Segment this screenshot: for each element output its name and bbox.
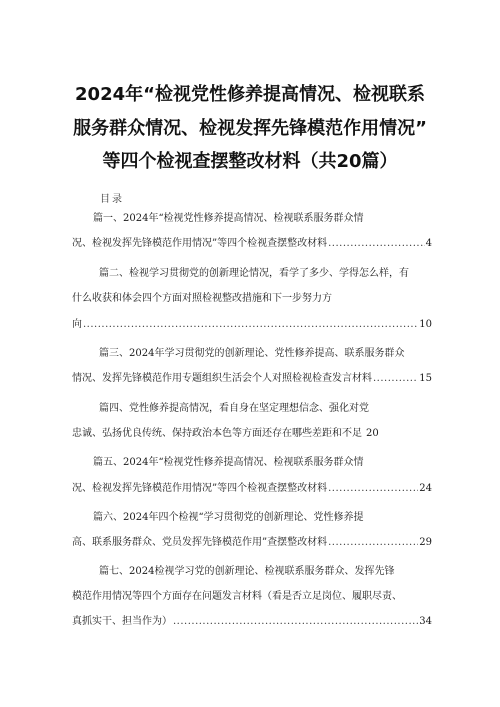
toc-leader-dots xyxy=(328,237,425,251)
toc-entry-3-text: 情况、发挥先锋模范作用专题组织生活会个人对照检视检查发言材料 xyxy=(72,373,372,384)
toc-entry-4-text: 忠诚、弘扬优良传统、保持政治本色等方面还存在哪些差距和不足 xyxy=(72,428,362,439)
toc-entry-7-text: 真抓实干、担当作为） xyxy=(72,616,172,627)
toc-leader-dots xyxy=(173,615,418,629)
document-title-line-2: 服务群众情况、检视发挥先锋模范作用情况” xyxy=(73,118,427,139)
toc-entry-2-line-1[interactable]: 篇二、检视学习贯彻党的创新理论情况，看学了多少、学得怎么样，有 xyxy=(99,268,409,279)
toc-entry-4-line-2[interactable] xyxy=(72,427,432,441)
toc-entry-1-line-2[interactable] xyxy=(72,237,432,251)
toc-entry-5-line-2[interactable] xyxy=(72,482,432,496)
toc-heading: 目录 xyxy=(100,194,124,205)
toc-entry-6-text: 高、联系服务群众、党员发挥先锋模范作用”查摆整改材料 xyxy=(72,537,328,548)
toc-entry-1-text: 况、检视发挥先锋模范作用情况”等四个检视查摆整改材料 xyxy=(72,238,328,249)
toc-entry-3-line-2[interactable] xyxy=(72,372,432,386)
toc-leader-dots xyxy=(83,318,418,332)
document-title-line-3: 等四个检视查摆整改材料（共20篇） xyxy=(102,151,398,172)
toc-entry-7-page: 34 xyxy=(419,616,432,627)
toc-entry-1-page: 4 xyxy=(425,238,432,249)
toc-entry-7-line-1[interactable]: 篇七、2024检视学习党的创新理论、检视联系服务群众、发挥先锋 xyxy=(99,566,395,577)
toc-entry-3-page: 15 xyxy=(419,373,432,384)
toc-entry-6-line-2[interactable] xyxy=(72,536,432,550)
toc-entry-4-page: 20 xyxy=(366,428,379,439)
toc-leader-dots xyxy=(373,372,418,386)
toc-entry-7-line-3[interactable] xyxy=(72,615,432,629)
toc-entry-3-line-1[interactable]: 篇三、2024年学习贯彻党的创新理论、党性修养提高、联系服务群众 xyxy=(99,348,405,359)
toc-entry-2-text: 向 xyxy=(72,319,82,330)
toc-entry-5-line-1[interactable]: 篇五、2024年“检视党性修养提高情况、检视联系服务群众情 xyxy=(93,457,364,468)
toc-leader-dots xyxy=(328,482,418,496)
toc-leader-dots xyxy=(328,536,418,550)
toc-entry-2-line-3[interactable] xyxy=(72,318,432,332)
toc-entry-7-line-2[interactable]: 模范作用情况等四个方面存在问题发言材料（看是否立足岗位、履职尽责、 xyxy=(72,591,402,602)
toc-entry-4-line-1[interactable]: 篇四、党性修养提高情况，看自身在坚定理想信念、强化对党 xyxy=(99,403,369,414)
toc-entry-1-line-1[interactable]: 篇一、2024年“检视党性修养提高情况、检视联系服务群众情 xyxy=(93,213,364,224)
toc-entry-5-page: 24 xyxy=(419,483,432,494)
toc-entry-6-page: 29 xyxy=(419,537,432,548)
document-title-line-1: 2024年“检视党性修养提高情况、检视联系 xyxy=(75,84,425,105)
toc-entry-6-line-1[interactable]: 篇六、2024年四个检视“学习贯彻党的创新理论、党性修养提 xyxy=(93,512,364,523)
toc-entry-5-text: 况、检视发挥先锋模范作用情况”等四个检视查摆整改材料 xyxy=(72,483,328,494)
toc-entry-2-page: 10 xyxy=(419,319,432,330)
toc-entry-2-line-2[interactable]: 什么收获和体会四个方面对照检视整改措施和下一步努力方 xyxy=(72,293,332,304)
